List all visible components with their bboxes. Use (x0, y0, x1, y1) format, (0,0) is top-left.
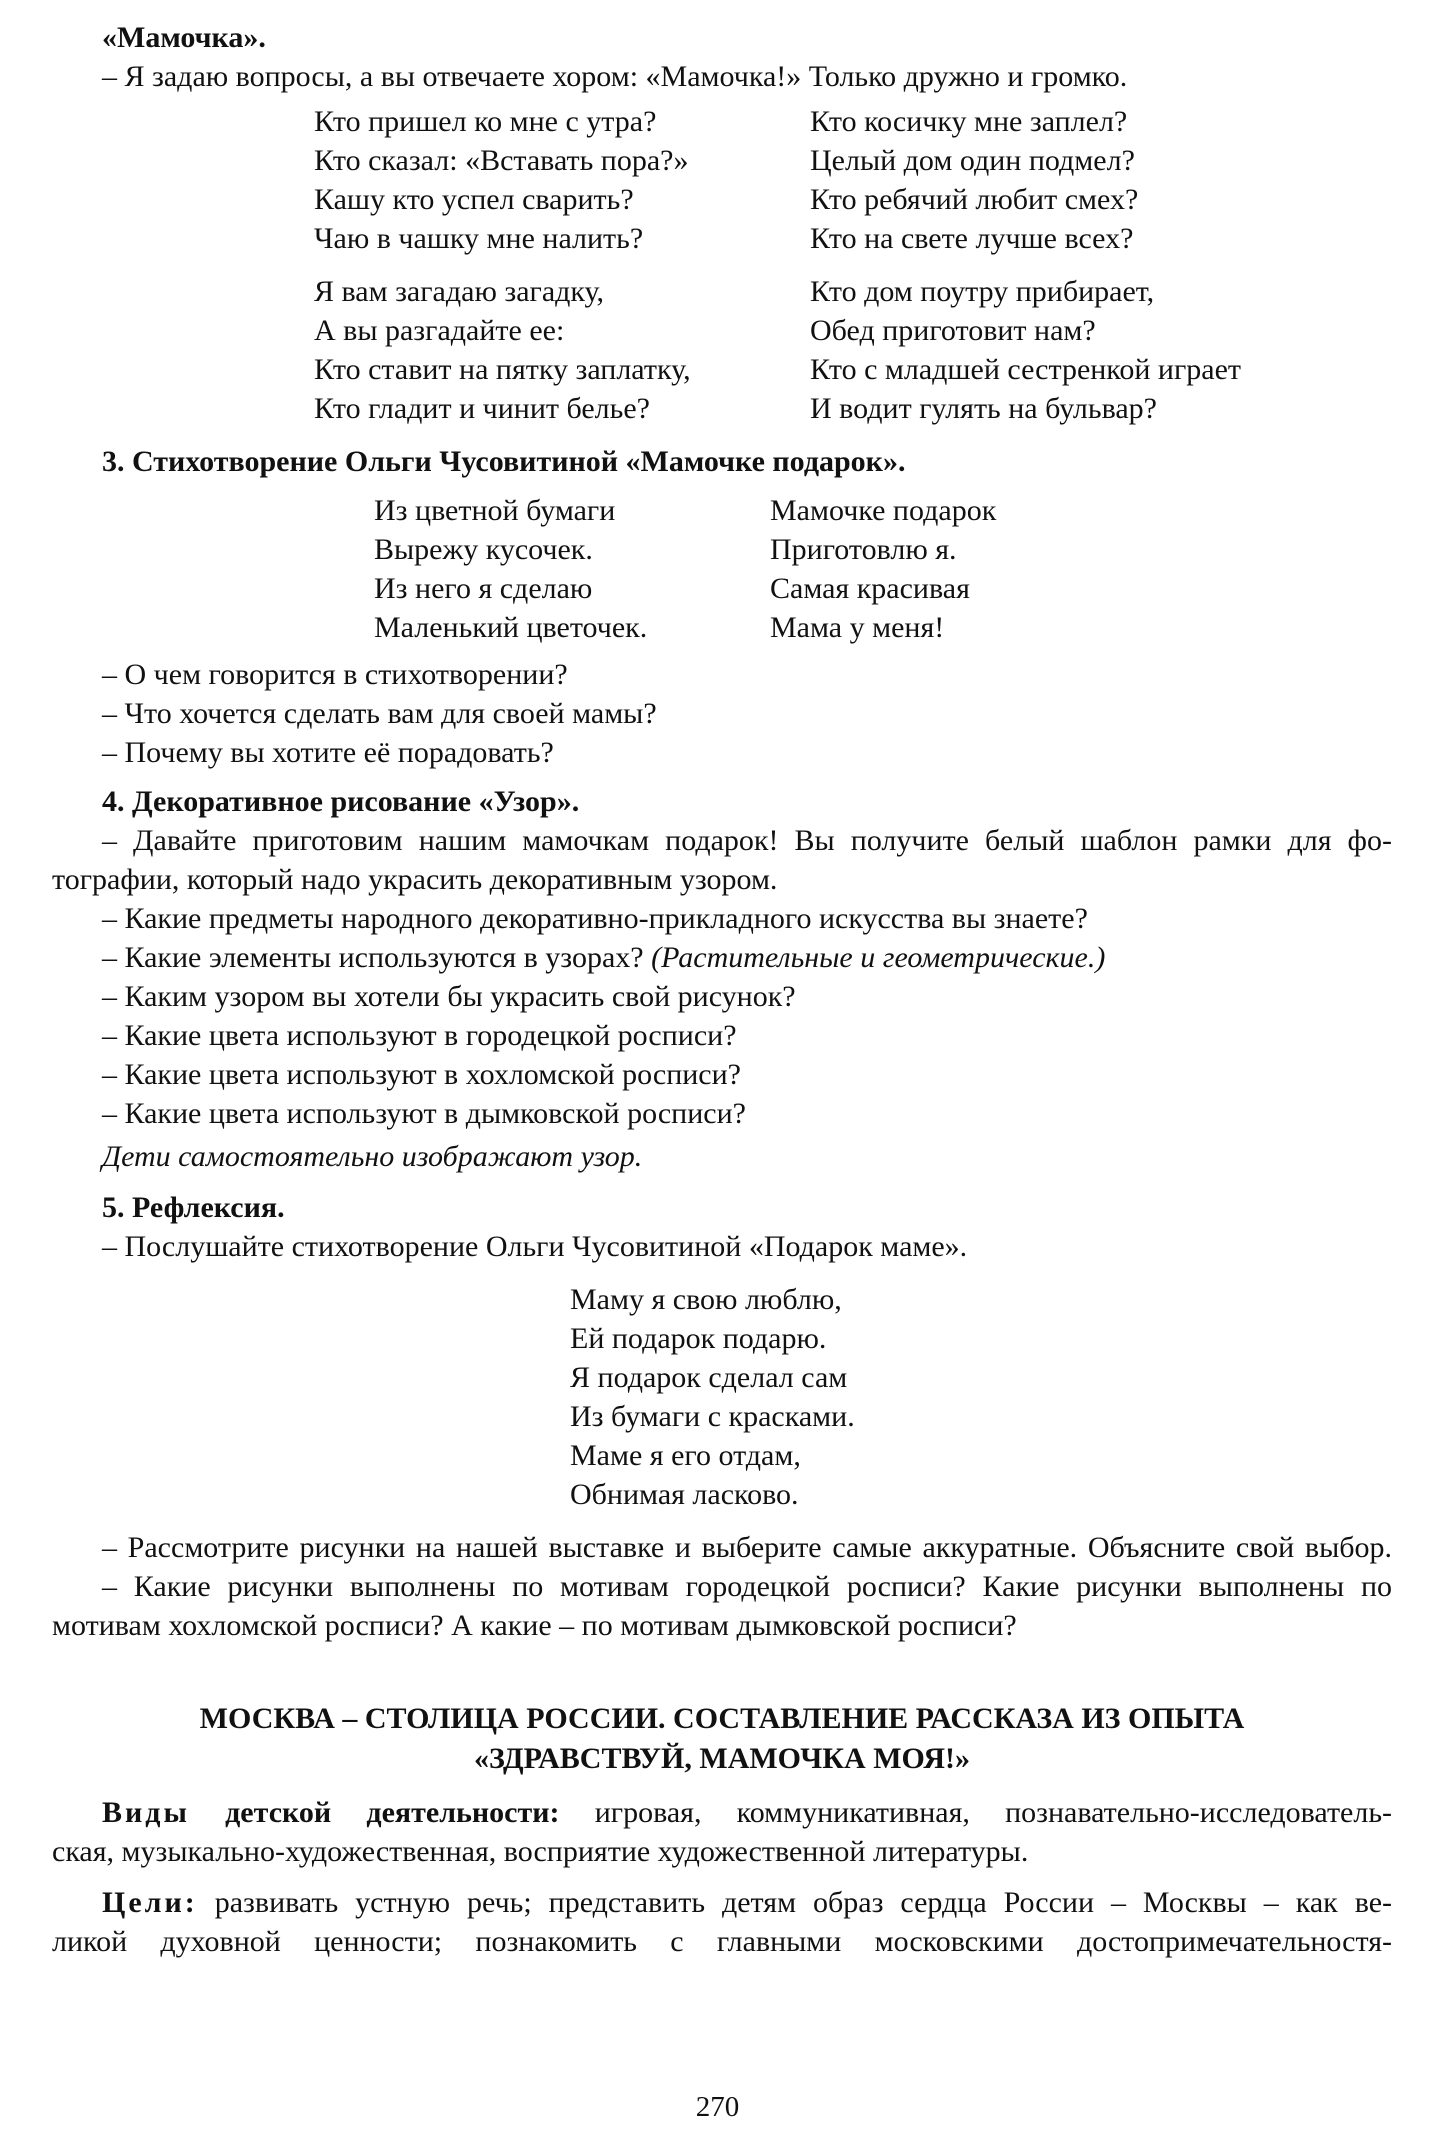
section-title-mamochka: «Мамочка». (102, 21, 266, 54)
poem-line: Из него я сделаю (374, 572, 593, 605)
poem-line: Я вам загадаю загадку, (314, 275, 605, 308)
heading-line: МОСКВА – СТОЛИЦА РОССИИ. СОСТАВЛЕНИЕ РАССКАЗА ИЗ ОПЫТА (199, 1702, 1245, 1735)
poem-line: Кто сказал: «Вставать пора?» (314, 144, 689, 177)
poem-line: Вырежу кусочек. (374, 533, 593, 566)
poem-line: Кто с младшей сестренкой играет (810, 353, 1242, 386)
poem-line: Самая красивая (770, 572, 970, 605)
question-text: – Какие элементы используются в узорах? (102, 941, 644, 974)
poem-line: Кто пришел ко мне с утра? (314, 105, 657, 138)
paragraph-intro: – Давайте приготовим нашим мамочкам подарок! Вы получите белый шаблон рамки для фо- (102, 824, 1392, 857)
poem-stanza-2 (314, 272, 1392, 428)
activities-label: Виды (102, 1796, 190, 1829)
activities-text: игровая, коммуникативная, познавательно-исследователь- (594, 1796, 1393, 1829)
poem-line: Кто дом поутру прибирает, (810, 275, 1155, 308)
section-title-5: 5. Рефлексия. (102, 1191, 285, 1224)
paragraph-intro-cont: тографии, который надо украсить декоративным узором. (52, 863, 778, 896)
poem-column-left (314, 102, 810, 258)
goals-label: Цели: (102, 1886, 198, 1919)
goals-paragraph-cont: ликой духовной ценности; познакомить с главными московскими достопримечательностя- (52, 1925, 1392, 1958)
poem-column-left (374, 491, 770, 647)
poem-line: А вы разгадайте ее: (314, 314, 565, 347)
document-page (52, 18, 1392, 1961)
poem-podarok-mame (570, 1280, 1392, 1514)
poem-line: Кто косичку мне заплел? (810, 105, 1128, 138)
question-item: – Каким узором вы хотели бы украсить свой рисунок? (102, 980, 796, 1013)
question-item (102, 938, 1392, 977)
poem-mamochke-podarok (374, 491, 1392, 647)
paragraph-cont: мотивам хохломской росписи? А какие – по мотивам дымковской росписи? (52, 1609, 1017, 1642)
page-number: 270 (695, 2091, 740, 2123)
question-item: – Какие цвета используют в городецкой росписи? (102, 1019, 737, 1052)
section-title-3: 3. Стихотворение Ольги Чусовитиной «Мамочке подарок». (102, 445, 906, 478)
poem-column-right (810, 102, 1138, 258)
activities-paragraph (102, 1793, 1392, 1832)
activities-paragraph-cont: ская, музыкально-художественная, восприятие художественной литературы. (52, 1835, 1029, 1868)
poem-line: Кто ставит на пятку заплатку, (314, 353, 691, 386)
poem-line: Чаю в чашку мне налить? (314, 222, 644, 255)
question-item: – Какие предметы народного декоративно-прикладного искусства вы знаете? (102, 902, 1088, 935)
poem-line: Целый дом один подмел? (810, 144, 1135, 177)
poem-line: Из бумаги с красками. (570, 1400, 855, 1433)
poem-line: Приготовлю я. (770, 533, 957, 566)
question-item: – Что хочется сделать вам для своей мамы? (102, 697, 657, 730)
poem-line: Маме я его отдам, (570, 1439, 801, 1472)
paragraph: – Рассмотрите рисунки на нашей выставке и выберите самые аккуратные. Объясните свой выбор. (102, 1531, 1392, 1564)
poem-line: Мамочке подарок (770, 494, 997, 527)
poem-line: Мама у меня! (770, 611, 945, 644)
question-item: – О чем говорится в стихотворении? (102, 658, 568, 691)
question-item: – Какие цвета используют в хохломской росписи? (102, 1058, 741, 1091)
question-item: – Почему вы хотите её порадовать? (102, 736, 554, 769)
instruction-text: – Я задаю вопросы, а вы отвечаете хором: «Мамочка!» Только дружно и громко. (102, 60, 1128, 93)
poem-stanza-1 (314, 102, 1392, 258)
poem-line: Кто ребячий любит смех? (810, 183, 1139, 216)
poem-line: Я подарок сделал сам (570, 1361, 848, 1394)
poem-column-right (770, 491, 996, 647)
poem-line: Из цветной бумаги (374, 494, 616, 527)
section-title-4: 4. Декоративное рисование «Узор». (102, 785, 580, 818)
poem-line: Ей подарок подарю. (570, 1322, 827, 1355)
poem-line: Кто на свете лучше всех? (810, 222, 1134, 255)
goals-paragraph (102, 1883, 1392, 1922)
poem-line: Кто гладит и чинит белье? (314, 392, 650, 425)
paragraph: – Какие рисунки выполнены по мотивам городецкой росписи? Какие рисунки выполнены по (102, 1570, 1392, 1603)
note-text: Дети самостоятельно изображают узор. (102, 1140, 643, 1173)
question-item: – Какие цвета используют в дымковской росписи? (102, 1097, 746, 1130)
poem-column-right (810, 272, 1241, 428)
poem-line: И водит гулять на бульвар? (810, 392, 1157, 425)
poem-column-left (314, 272, 810, 428)
poem-line: Маленький цветочек. (374, 611, 648, 644)
poem-line: Обед приготовит нам? (810, 314, 1096, 347)
poem-line: Маму я свою люблю, (570, 1283, 842, 1316)
paragraph-intro: – Послушайте стихотворение Ольги Чусовитиной «Подарок маме». (102, 1230, 968, 1263)
answer-text: (Растительные и геометрические.) (651, 941, 1106, 974)
goals-text: развивать устную речь; представить детям образ сердца России – Москвы – как ве- (214, 1886, 1392, 1919)
poem-line: Кашу кто успел сварить? (314, 183, 634, 216)
lesson-heading (52, 1699, 1392, 1779)
activities-label-rest: детской деятельности: (225, 1796, 560, 1829)
heading-line: «ЗДРАВСТВУЙ, МАМОЧКА МОЯ!» (473, 1742, 971, 1775)
poem-line: Обнимая ласково. (570, 1478, 799, 1511)
question-list (102, 655, 1392, 772)
